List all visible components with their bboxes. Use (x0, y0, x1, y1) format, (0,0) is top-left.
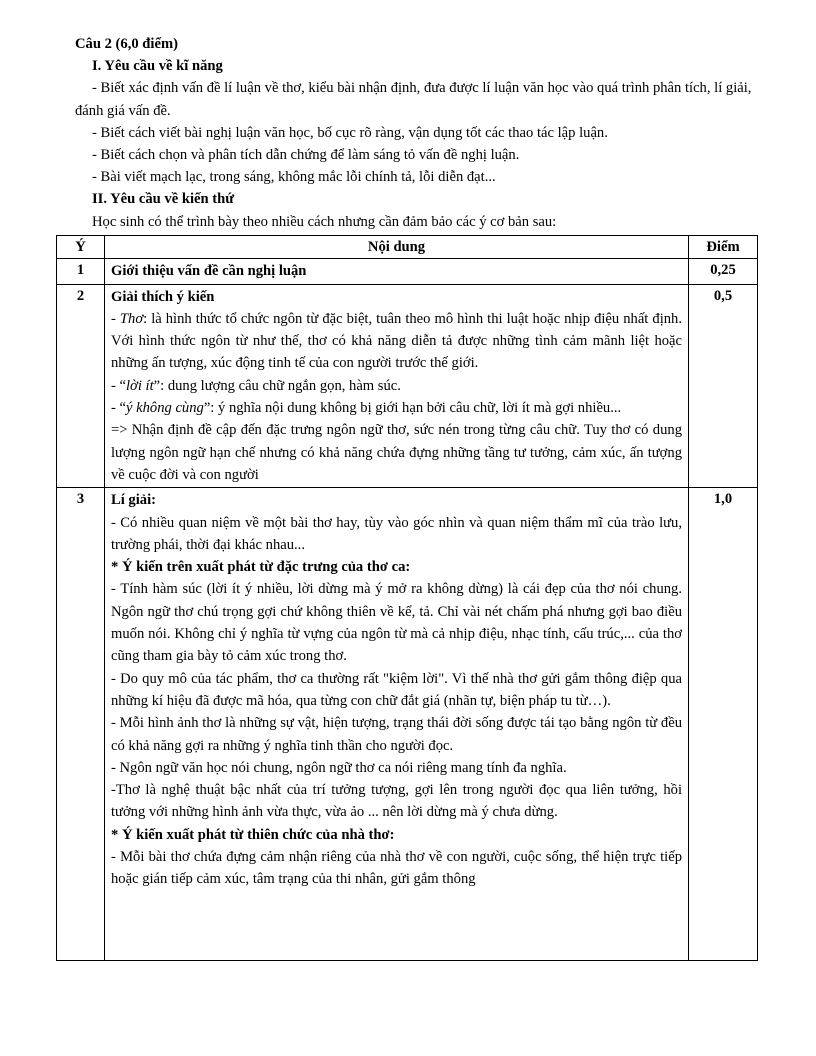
table-header-row (57, 236, 758, 259)
row-number: 1 (57, 259, 105, 284)
intro-block (75, 33, 770, 233)
section1-title: I. Yêu cầu về kĩ năng (92, 58, 223, 75)
header-cell: Điểm (689, 236, 758, 259)
row-number: 2 (57, 284, 105, 488)
header-cell: Ý (57, 236, 105, 259)
row-score: 1,0 (689, 488, 758, 961)
row-score: 0,5 (689, 284, 758, 488)
row-number: 3 (57, 488, 105, 961)
table-row (57, 488, 758, 961)
row-content: Giới thiệu vấn đề cần nghị luận (105, 259, 689, 284)
header-cell: Nội dung (105, 236, 689, 259)
skill-item: - Biết cách chọn và phân tích dẫn chứng để làm sáng tỏ vấn đề nghị luận. (92, 147, 520, 164)
skill-item: - Biết xác định vấn đề lí luận về thơ, kiểu bài nhận định, đưa được lí luận văn học vào quá trình phân tích, lí giải, đánh giá vấn đề. (75, 80, 752, 119)
row-content: Giải thích ý kiến - Thơ: là hình thức tổ chức ngôn từ đặc biệt, tuân theo mô hình thi luật hoặc nhịp điệu nhất định. Với hình thức ngôn từ như thế, thơ có khả năng diễn tả được những tình cảm mãnh liệt hoặc những ấn tượng, xúc động tinh tế của con người trước thế giới. - “lời ít”: dung lượng câu chữ ngắn gọn, hàm súc. - “ý không cùng”: ý nghĩa nội dung không bị giới hạn bởi câu chữ, lời ít mà gợi nhiều... => Nhận định đề cập đến đặc trưng ngôn ngữ thơ, sức nén trong từng câu chữ. Tuy thơ có dung lượng ngôn ngữ hạn chế nhưng có khả năng chứa đựng những tầng tư tưởng, cảm xúc, ấn tượng về cuộc đời và con người (105, 284, 689, 488)
section2-title: II. Yêu cầu về kiến thứ (92, 191, 235, 208)
skill-item: - Biết cách viết bài nghị luận văn học, bố cục rõ ràng, vận dụng tốt các thao tác lập luận. (92, 124, 608, 141)
question-heading: Câu 2 (6,0 điểm) (75, 36, 178, 52)
row-score: 0,25 (689, 259, 758, 284)
table-row (57, 259, 758, 284)
table-row (57, 284, 758, 488)
row-content: Lí giải: - Có nhiều quan niệm về một bài thơ hay, tùy vào góc nhìn và quan niệm thẩm mĩ của trào lưu, trường phái, thời đại khác nhau... * Ý kiến trên xuất phát từ đặc trưng của thơ ca: - Tính hàm súc (lời ít ý nhiều, lời dừng mà ý mở ra không dừng) là cái đẹp của thơ nói chung. Ngôn ngữ thơ chú trọng gợi chứ không thiên về kể, tả. Chỉ vài nét chấm phá nhưng gợi bao điều muốn nói. Không chỉ ý nghĩa từ vựng của ngôn từ mà cả nhịp điệu, nhạc tính, cấu trúc,... của thơ cũng tham gia bày tỏ cảm xúc trong thơ. - Do quy mô của tác phẩm, thơ ca thường rất "kiệm lời". Vì thế nhà thơ gửi gắm thông điệp qua những kí hiệu đã được mã hóa, qua từng con chữ đắt giá (nhãn tự, biện pháp tu từ…). - Mỗi hình ảnh thơ là những sự vật, hiện tượng, trạng thái đời sống được tái tạo bằng ngôn từ đều có khả năng gợi ra những ý nghĩa tinh thần cho người đọc. - Ngôn ngữ văn học nói chung, ngôn ngữ thơ ca nói riêng mang tính đa nghĩa. -Thơ là nghệ thuật bậc nhất của trí tưởng tượng, gợi lên trong người đọc qua liên tưởng, hồi tưởng với những hình ảnh vừa thực, vừa ảo ... nên lời dừng mà ý chưa dừng. * Ý kiến xuất phát từ thiên chức của nhà thơ: - Mỗi bài thơ chứa đựng cảm nhận riêng của nhà thơ về con người, cuộc sống, thể hiện trực tiếp hoặc gián tiếp cảm xúc, tâm trạng của thi nhân, gửi gắm thông (105, 488, 689, 961)
section2-intro: Học sinh có thể trình bày theo nhiều cách nhưng cần đảm bảo các ý cơ bản sau: (92, 213, 557, 230)
scoring-table (56, 235, 758, 961)
skill-item: - Bài viết mạch lạc, trong sáng, không mắc lỗi chính tả, lỗi diễn đạt... (92, 169, 496, 186)
